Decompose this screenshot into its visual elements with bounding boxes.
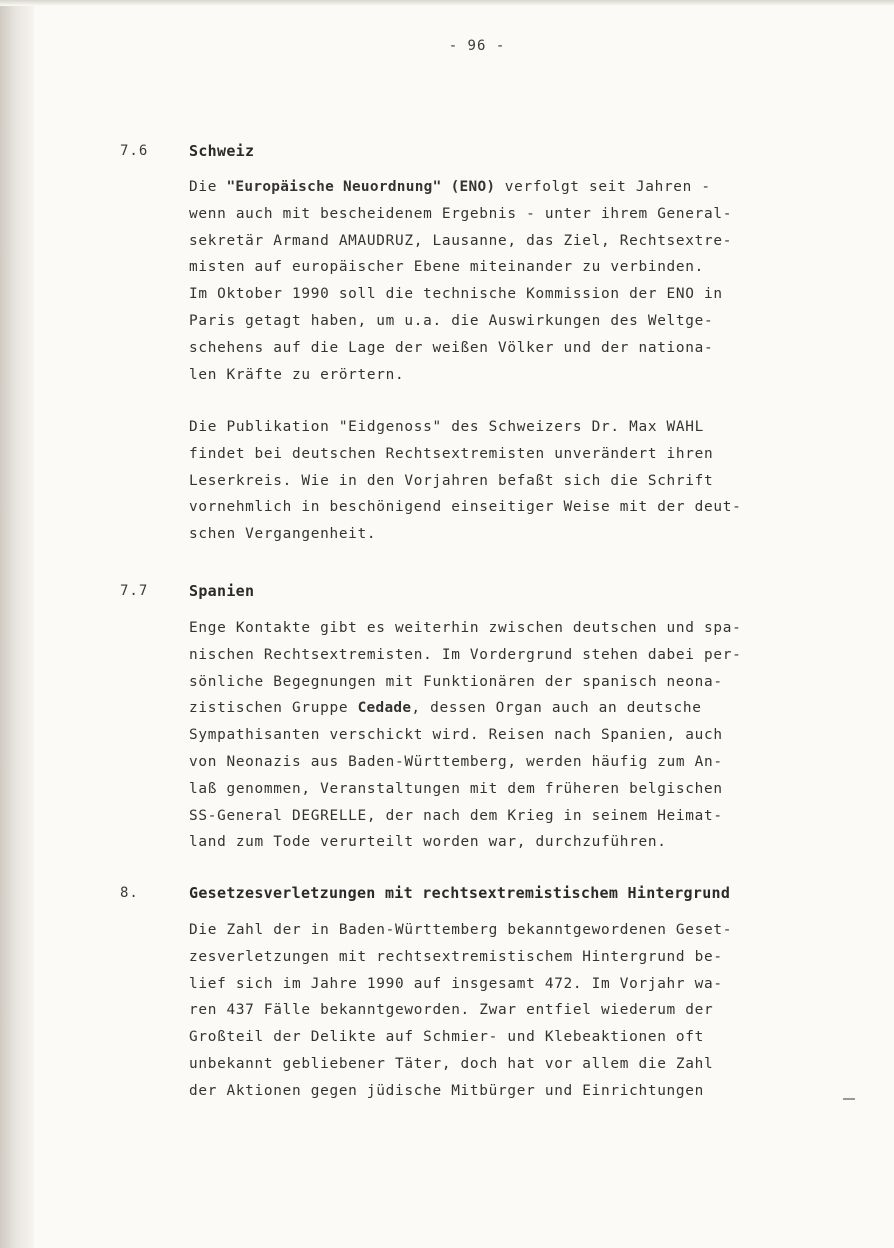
text-line — [189, 201, 829, 228]
text-line — [189, 281, 829, 308]
text-run: Im Oktober 1990 soll die technische Kommission der ENO in — [189, 286, 723, 303]
text-line — [189, 228, 829, 255]
text-line — [189, 521, 829, 548]
text-run: sekretär Armand AMAUDRUZ, Lausanne, das Ziel, Rechtsextre- — [189, 232, 733, 249]
paragraph — [189, 615, 829, 856]
text-line — [189, 494, 829, 521]
text-line — [189, 254, 829, 281]
text-line — [189, 776, 829, 803]
text-run: , dessen Organ auch an deutsche — [411, 700, 702, 717]
bold-text: "Europäische Neuordnung" (ENO) — [226, 179, 496, 195]
text-run: len Kräfte zu erörtern. — [189, 366, 405, 383]
section-number: 7.6 — [120, 143, 149, 159]
text-run: wenn auch mit bescheidenem Ergebnis - unter ihrem General- — [189, 205, 733, 222]
text-run: zistischen Gruppe — [189, 700, 358, 717]
text-line — [189, 971, 829, 998]
section-heading: Spanien — [189, 582, 255, 600]
page-top-edge — [0, 0, 894, 6]
text-run: sönliche Begegnungen mit Funktionären der spanisch neona- — [189, 673, 723, 690]
text-line — [189, 615, 829, 642]
section-heading: Schweiz — [189, 142, 255, 160]
text-line — [189, 174, 829, 201]
text-run: Enge Kontakte gibt es weiterhin zwischen deutschen und spa- — [189, 620, 742, 636]
text-run: unbekannt gebliebener Täter, doch hat vor allem die Zahl — [189, 1055, 714, 1072]
section-number: 8. — [120, 885, 139, 901]
section-number: 7.7 — [120, 583, 149, 599]
text-line — [189, 414, 829, 441]
text-line — [189, 749, 829, 776]
text-run: nischen Rechtsextremisten. Im Vordergrund stehen dabei per- — [189, 646, 742, 663]
text-line — [189, 335, 829, 362]
text-run: Leserkreis. Wie in den Vorjahren befaßt sich die Schrift — [189, 472, 714, 489]
paragraph — [189, 174, 829, 388]
text-line — [189, 468, 829, 495]
text-run: Die Zahl der in Baden-Württemberg bekanntgewordenen Geset- — [189, 922, 733, 938]
text-run: lief sich im Jahre 1990 auf insgesamt 472. Im Vorjahr wa- — [189, 975, 723, 992]
text-line — [189, 1024, 829, 1051]
text-run: Die Publikation "Eidgenoss" des Schweizers Dr. Max WAHL — [189, 419, 705, 435]
text-line — [189, 997, 829, 1024]
text-run: SS-General DEGRELLE, der nach dem Krieg in seinem Heimat- — [189, 807, 723, 824]
margin-mark — [843, 1098, 855, 1100]
paragraph — [189, 414, 829, 548]
text-run: schen Vergangenheit. — [189, 526, 377, 543]
text-run: misten auf europäischer Ebene miteinander zu verbinden. — [189, 259, 705, 276]
text-line — [189, 695, 829, 722]
text-run: ren 437 Fälle bekanntgeworden. Zwar entfiel wiederum der — [189, 1002, 714, 1019]
page-number: - 96 - — [448, 38, 506, 54]
text-run: Sympathisanten verschickt wird. Reisen nach Spanien, auch — [189, 727, 723, 744]
text-line — [189, 722, 829, 749]
text-run: schehens auf die Lage der weißen Völker und der nationa- — [189, 339, 714, 356]
text-line — [189, 803, 829, 830]
text-line — [189, 829, 829, 856]
text-run: laß genommen, Veranstaltungen mit dem früheren belgischen — [189, 780, 723, 797]
text-line — [189, 944, 829, 971]
text-line — [189, 441, 829, 468]
text-line — [189, 642, 829, 669]
text-run: zesverletzungen mit rechtsextremistischem Hintergrund be- — [189, 948, 723, 965]
text-line — [189, 308, 829, 335]
text-run: Die — [189, 179, 227, 195]
text-run: vornehmlich in beschönigend einseitiger Weise mit der deut- — [189, 499, 742, 516]
text-line — [189, 362, 829, 389]
text-line — [189, 1078, 829, 1105]
text-run: von Neonazis aus Baden-Württemberg, werden häufig zum An- — [189, 753, 723, 770]
section-heading: Gesetzesverletzungen mit rechtsextremistischem Hintergrund — [189, 884, 731, 902]
text-run: der Aktionen gegen jüdische Mitbürger und Einrichtungen — [189, 1082, 705, 1099]
paragraph — [189, 917, 829, 1105]
bold-text: Cedade — [357, 700, 412, 717]
text-run: verfolgt seit Jahren - — [495, 179, 711, 195]
text-line — [189, 669, 829, 696]
text-line — [189, 917, 829, 944]
text-run: findet bei deutschen Rechtsextremisten unverändert ihren — [189, 445, 714, 462]
text-run: Großteil der Delikte auf Schmier- und Klebeaktionen oft — [189, 1029, 705, 1046]
text-run: Paris getagt haben, um u.a. die Auswirkungen des Weltge- — [189, 312, 714, 329]
binding-shadow — [0, 0, 34, 1248]
text-line — [189, 1051, 829, 1078]
text-run: land zum Tode verurteilt worden war, durchzuführen. — [189, 834, 667, 851]
